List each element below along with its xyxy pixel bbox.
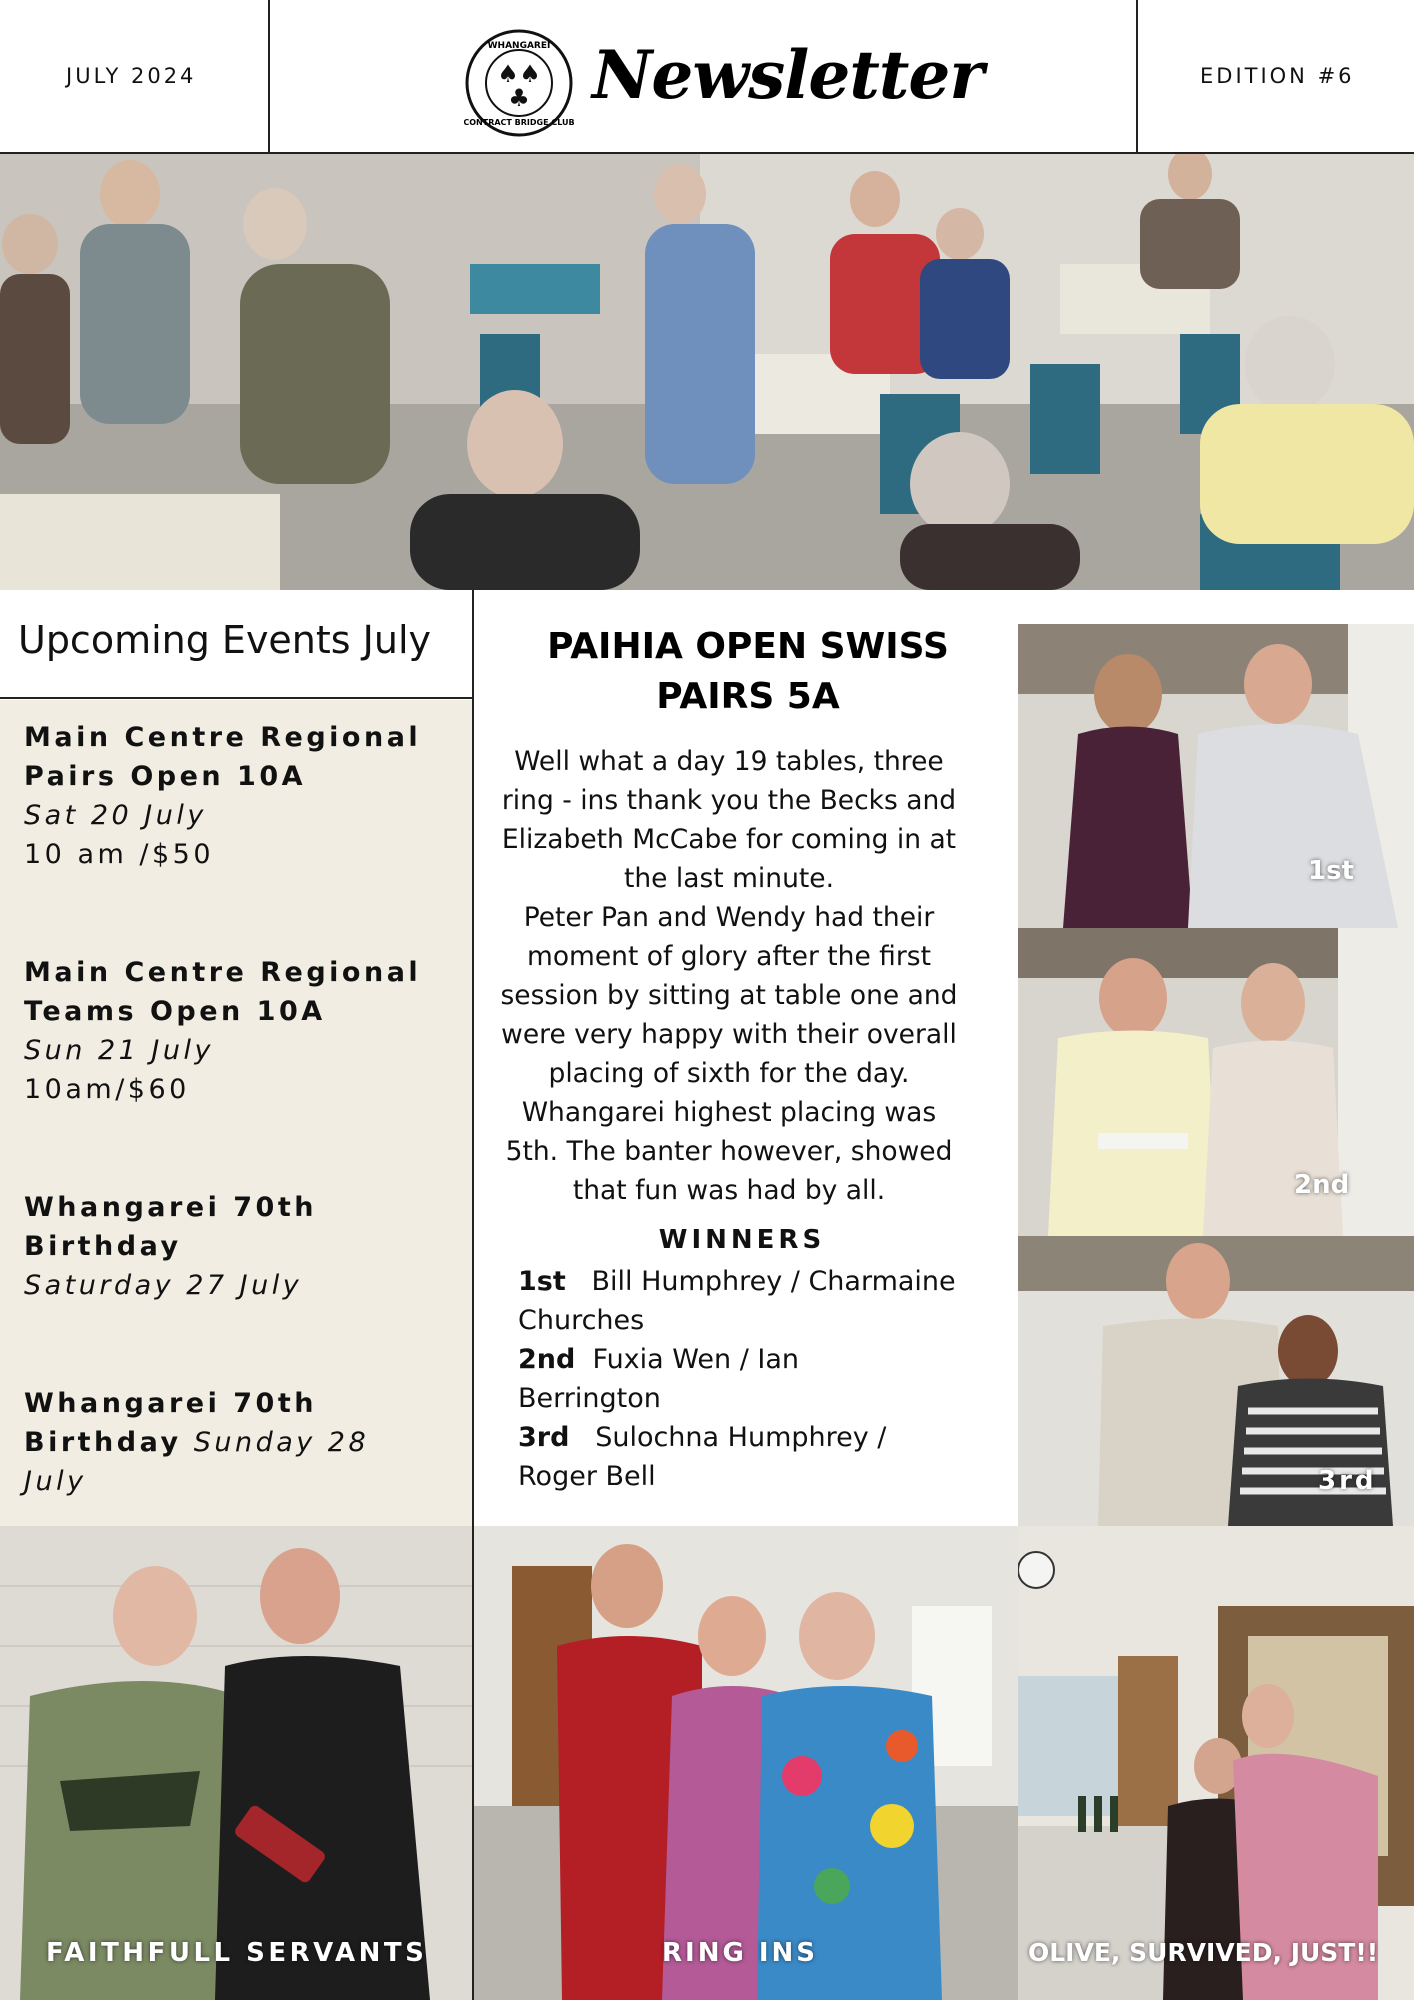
event-date: Sun 21 July [24, 1035, 214, 1066]
event-name: Whangarei 70th [24, 1192, 317, 1223]
event-name: Main Centre Regional [24, 957, 422, 988]
winners-third-photo [1018, 1236, 1414, 1526]
left-column-divider [472, 590, 474, 1526]
first-place-label: 1st [1308, 856, 1354, 886]
winners-heading: WINNERS [658, 1225, 826, 1255]
winners-first-photo [1018, 624, 1414, 928]
event-detail: 10 am /$50 [24, 839, 214, 870]
olive-survived-photo [1018, 1526, 1414, 2000]
third-place-label: 3rd [1318, 1466, 1377, 1496]
event-name: Birthday [24, 1231, 182, 1262]
upcoming-events-heading: Upcoming Events July [18, 618, 432, 662]
upcoming-heading-rule [0, 697, 472, 699]
event-detail: 10am/$60 [24, 1074, 190, 1105]
event-date: Sunday 28 [193, 1427, 370, 1458]
winner-names: Fuxia Wen / Ian [592, 1344, 800, 1375]
event-name: Teams Open 10A [24, 996, 326, 1027]
event-item [24, 1188, 464, 1305]
issue-date: JULY 2024 [66, 64, 197, 88]
newsletter-title: Newsletter [592, 36, 984, 114]
article-line: placing of sixth for the day. [548, 1058, 910, 1089]
article-line: Well what a day 19 tables, three [514, 746, 944, 777]
edition-number: EDITION #6 [1200, 64, 1355, 88]
winner-names: Roger Bell [518, 1461, 656, 1492]
event-name: Whangarei 70th [24, 1388, 317, 1419]
club-logo [464, 28, 574, 138]
article-line: were very happy with their overall [501, 1019, 957, 1050]
winner-place: 3rd [518, 1422, 570, 1453]
svg-text:WHANGAREI: WHANGAREI [487, 41, 551, 51]
event-date: Sat 20 July [24, 800, 207, 831]
event-date: Saturday 27 July [24, 1270, 303, 1301]
faithfull-servants-photo [0, 1526, 472, 2000]
article-line: ring - ins thank you the Becks and [501, 785, 957, 816]
winner-names: Churches [518, 1305, 645, 1336]
caption-ring-ins: RING INS [662, 1938, 819, 1968]
article-line: Peter Pan and Wendy had their [523, 902, 935, 933]
svg-text:♠: ♠ [519, 60, 541, 88]
header-divider-left [268, 0, 270, 152]
club-room-photo [0, 154, 1414, 590]
winner-entry [518, 1340, 1008, 1418]
svg-text:♠: ♠ [497, 60, 519, 88]
article-line: moment of glory after the first [527, 941, 931, 972]
article-line: Elizabeth McCabe for coming in at [501, 824, 957, 855]
article-title [498, 622, 998, 722]
winner-names: Sulochna Humphrey / [595, 1422, 887, 1453]
article-title-line: PAIRS 5A [656, 676, 840, 717]
event-item [24, 953, 464, 1109]
caption-olive-survived: OLIVE, SURVIVED, JUST!! [1028, 1938, 1379, 1967]
svg-text:♣: ♣ [508, 84, 530, 112]
winner-names: Bill Humphrey / Charmaine [591, 1266, 956, 1297]
article-line: the last minute. [623, 863, 835, 894]
svg-text:CONTRACT BRIDGE CLUB: CONTRACT BRIDGE CLUB [464, 118, 574, 127]
event-item [24, 718, 464, 874]
header-divider-right [1136, 0, 1138, 152]
winners-second-photo [1018, 928, 1414, 1236]
winner-names: Berrington [518, 1383, 661, 1414]
second-place-label: 2nd [1294, 1170, 1350, 1200]
article-line: that fun was had by all. [572, 1175, 886, 1206]
winner-entry [518, 1262, 1008, 1340]
winner-entry [518, 1418, 1008, 1496]
event-name: Pairs Open 10A [24, 761, 307, 792]
caption-faithfull-servants: FAITHFULL SERVANTS [46, 1938, 428, 1968]
article-line: session by sitting at table one and [500, 980, 958, 1011]
event-date: July [24, 1466, 87, 1497]
article-body [476, 742, 982, 1210]
event-item [24, 1384, 464, 1501]
ring-ins-photo [472, 1526, 1018, 2000]
winner-place: 1st [518, 1266, 566, 1297]
winner-place: 2nd [518, 1344, 576, 1375]
event-name: Birthday [24, 1427, 182, 1458]
article-line: Whangarei highest placing was [521, 1097, 937, 1128]
bottom-divider [472, 1526, 474, 2000]
article-title-line: PAIHIA OPEN SWISS [547, 626, 949, 667]
event-name: Main Centre Regional [24, 722, 422, 753]
article-line: 5th. The banter however, showed [505, 1136, 953, 1167]
